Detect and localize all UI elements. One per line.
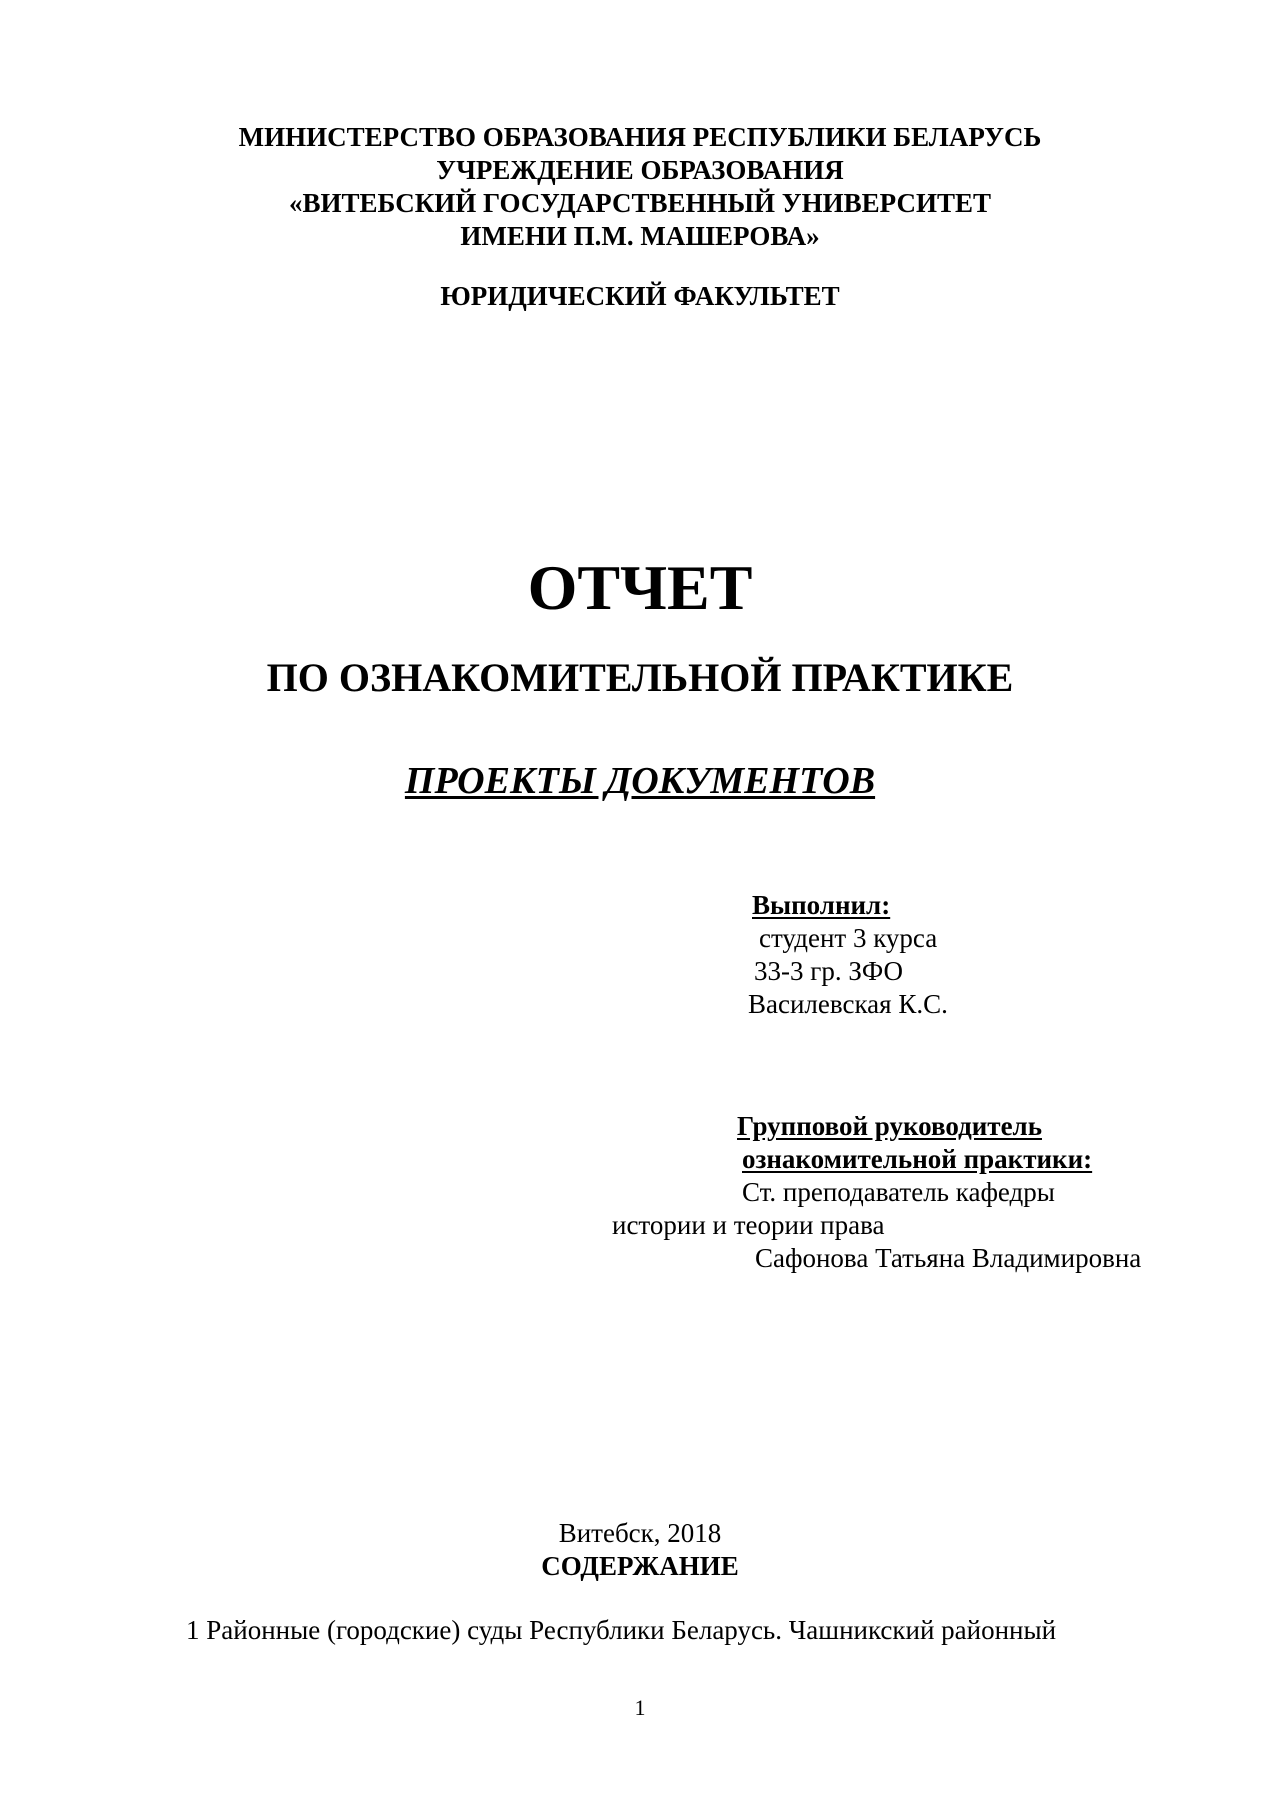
page-number: 1 (634, 1695, 646, 1720)
author-label: Выполнил: (752, 890, 891, 920)
contents-heading: СОДЕРЖАНИЕ (541, 1551, 739, 1581)
contents-item: 1 Районные (городские) суды Республики Беларусь. Чашникский районный (186, 1615, 1057, 1645)
supervisor-position-line1: Ст. преподаватель кафедры (742, 1177, 1055, 1207)
institution-type-heading: УЧРЕЖДЕНИЕ ОБРАЗОВАНИЯ (436, 155, 844, 185)
author-group: 33-3 гр. ЗФО (754, 956, 904, 986)
ministry-heading: МИНИСТЕРСТВО ОБРАЗОВАНИЯ РЕСПУБЛИКИ БЕЛАРУСЬ (238, 122, 1042, 152)
report-subtitle: ПО ОЗНАКОМИТЕЛЬНОЙ ПРАКТИКЕ (266, 655, 1014, 700)
supervisor-position-line2: истории и теории права (612, 1210, 885, 1240)
faculty-heading: ЮРИДИЧЕСКИЙ ФАКУЛЬТЕТ (440, 281, 840, 311)
author-name: Василевская К.С. (748, 989, 948, 1019)
supervisor-label-line2: ознакомительной практики: (742, 1144, 1093, 1174)
supervisor-name: Сафонова Татьяна Владимировна (755, 1243, 1142, 1273)
report-title: ОТЧЕТ (527, 552, 753, 623)
city-year: Витебск, 2018 (558, 1518, 722, 1548)
author-course: студент 3 курса (759, 923, 938, 953)
report-topic: ПРОЕКТЫ ДОКУМЕНТОВ (404, 760, 876, 802)
university-name-line1: «ВИТЕБСКИЙ ГОСУДАРСТВЕННЫЙ УНИВЕРСИТЕТ (289, 188, 991, 218)
supervisor-label-line1: Групповой руководитель (737, 1111, 1042, 1141)
university-name-line2: ИМЕНИ П.М. МАШЕРОВА» (460, 221, 820, 251)
